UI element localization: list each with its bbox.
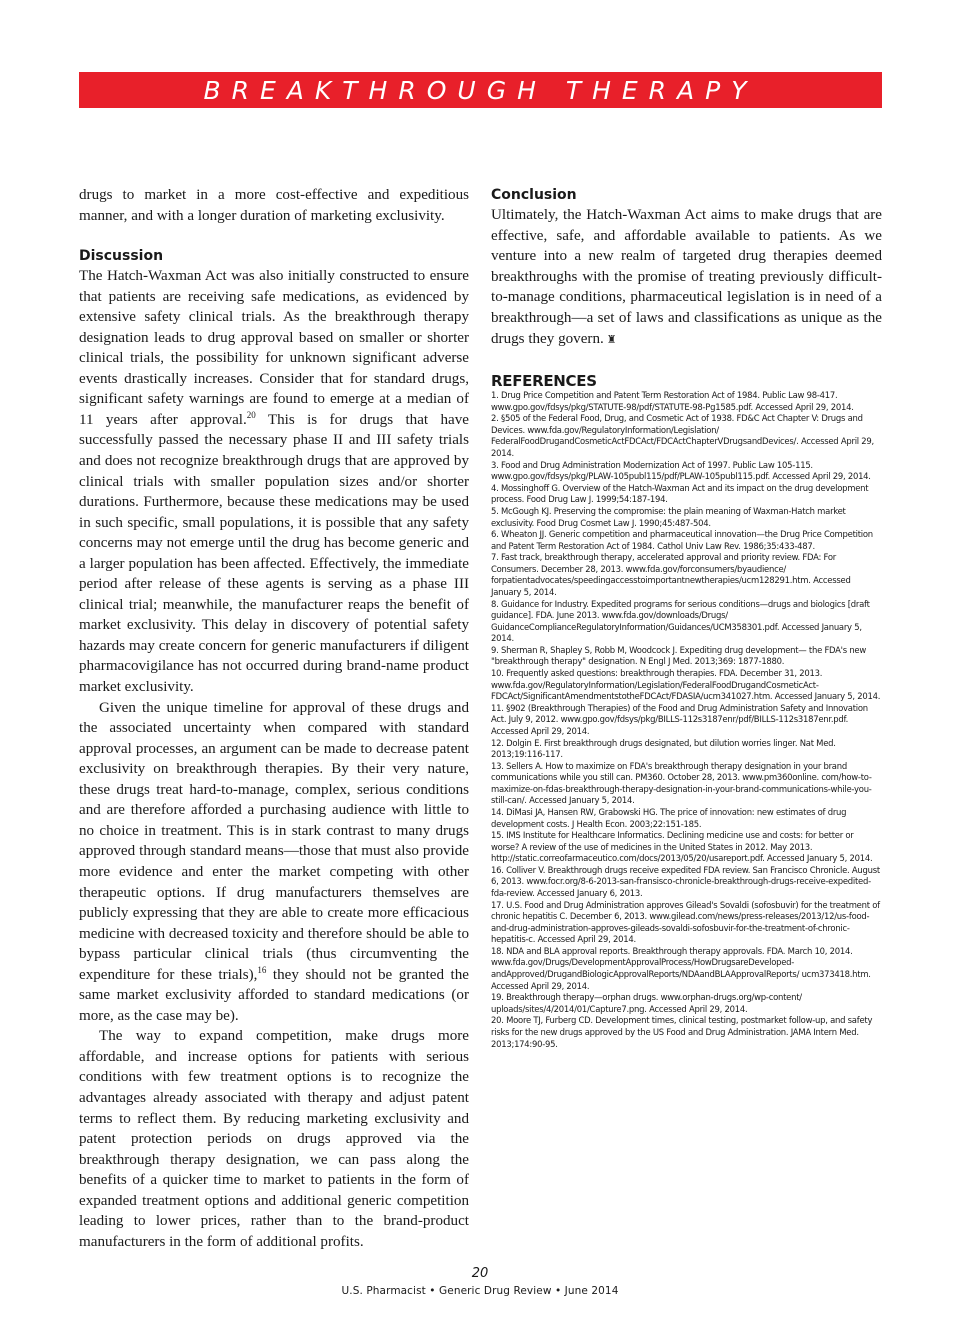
- reference-item: 12. Dolgin E. First breakthrough drugs designated, but dilution worries linger. Nat Med. 2013;19:116-117.: [491, 737, 836, 760]
- reference-item: 5. McGough KJ. Preserving the compromise: the plain meaning of Waxman-Hatch market exclusivity. Food Drug Cosmet Law J. 1990;45:487-504.: [491, 505, 846, 528]
- discussion-paragraph-1: [79, 266, 469, 697]
- discussion-p2-part-a: Given the unique timeline for approval of these drugs and the associated uncertainty when compared with standard approval processes, an argument can be made to decrease patent exclusivity on breakthrough therapies. By their very nature, these drugs treat hard-to-manage, complex, serious conditions and are therefore afforded a purchasing audience with little to no choice in treatment. This is in stark contrast to many drugs approved through standard means—those that must also provide more evidence and enter the market competing with other therapeutic options. If drug manufacturers themselves are publicly expressing that they are able to create more efficacious medicine with decreased toxicity and therefore should be able to bypass particular clinical trials (thus circumventing the expenditure for these trials),: [79, 699, 469, 983]
- conclusion-paragraph: [491, 205, 882, 350]
- reference-item: 7. Fast track, breakthrough therapy, accelerated approval and priority review. FDA: For Consumers. December 28, 2013. www.fda.gov/forconsumers/byaudience/ forpatientadvocates/speedingaccesstoimportantnewtherapies/ucm128291.htm. Accessed January 5, 2014.: [491, 552, 851, 597]
- reference-item: 20. Moore TJ, Furberg CD. Development times, clinical testing, postmarket follow-up, and safety risks for the new drugs approved by the US Food and Drug Administration. JAMA Intern Med. 2013;174:90-95.: [491, 1015, 873, 1049]
- discussion-p1-part-a: The Hatch-Waxman Act was also initially constructed to ensure that patients are receiving safe medications, as evidenced by extensive safety clinical trials. As the breakthrough therapy designation leads to drug approval based on smaller or shorter clinical trials, the possibility for unknown significant adverse events drastically increases. Consider that for standard drugs, significant safety warnings are found to emerge at a median of 11 years after approval.: [79, 268, 469, 428]
- reference-item: 15. IMS Institute for Healthcare Informatics. Declining medicine use and costs: for better or worse? A review of the use of medicines in the United States in 2012. May 2013. http://static.correofarmaceutico.com/docs/2013/05/20/usareport.pdf. Accessed January 5, 2014.: [491, 830, 873, 864]
- spacer: [491, 350, 882, 372]
- spacer: [79, 226, 469, 246]
- publication-footer: U.S. Pharmacist • Generic Drug Review • June 2014: [341, 1285, 619, 1297]
- reference-item: 6. Wheaton JJ. Generic competition and pharmaceutical innovation—the Drug Price Competition and Patent Term Restoration Act of 1984. Cathol Univ Law Rev. 1986;35:433-487.: [491, 529, 873, 551]
- reference-item: 2. §505 of the Federal Food, Drug, and Cosmetic Act of 1938. FD&C Act Chapter V: Drugs and Devices. www.fda.gov/RegulatoryInformation/Legislation/ FederalFoodDrugandCosmeticActFDCAct/FDCActChapterVDrugsandDevices/. Accessed April 29, 2014.: [491, 413, 874, 459]
- reference-item: 1. Drug Price Competition and Patent Term Restoration Act of 1984. Public Law 98-417. www.gpo.gov/fdsys/pkg/STATUTE-98/pdf/STATUTE-98-Pg1585.pdf. Accessed April 29, 2014.: [491, 390, 854, 412]
- reference-item: 14. DiMasi JA, Hansen RW, Grabowski HG. The price of innovation: new estimates of drug development costs. J Health Econ. 2003;22:151-185.: [491, 806, 847, 829]
- discussion-paragraph-3: The way to expand competition, make drugs more affordable, and increase options for patients with serious conditions with few treatment options is to recognize the advantages already associated with therapy and adjust patent terms to reflect them. By reducing marketing exclusivity and patent protection periods on drugs approved via the breakthrough therapy designation, we can pass along the benefits of a quicker time to market to patients in the form of expanded treatment options and additional generic competition leading to lower prices, rather than to the brand-product manufacturers in the form of additional profits.: [79, 1028, 469, 1250]
- section-banner: [79, 72, 882, 108]
- reference-item: 18. NDA and BLA approval reports. Breakthrough therapy approvals. FDA. March 10, 2014. www.fda.gov/Drugs/DevelopmentApprovalProcess/HowDrugsareDeveloped-andApproved/DrugandBiologicApprovalReports/NDAandBLAApprovalReports/ ucm373418.htm. Accessed April 29, 2014.: [491, 945, 871, 991]
- reference-item: 3. Food and Drug Administration Modernization Act of 1997. Public Law 105-115. www.gpo.gov/fdsys/pkg/PLAW-105publ115/pdf/PLAW-105publ115.pdf. Accessed April 29, 2014.: [491, 459, 871, 482]
- references-list: [491, 390, 882, 1050]
- page-number: 20: [471, 1266, 489, 1281]
- reference-item: 17. U.S. Food and Drug Administration approves Gilead's Sovaldi (sofosbuvir) for the treatment of chronic hepatitis C. December 6, 2013. www.gilead.com/news/press-releases/2013/12/us-food-and-drug-administration-approves-gileads-sovaldi-sofosbuvir-for-the-treatment-of-chronic-hepatitis-c. Accessed April 29, 2014.: [491, 899, 880, 945]
- end-of-article-icon: ♜: [606, 332, 617, 346]
- reference-item: 13. Sellers A. How to maximize on FDA's breakthrough therapy designation in your brand communications while you still can. PM360. October 28, 2013. www.pm360online. com/how-to-maximize-on-fdas-breakthrough-therapy-designation-in-your-brand-communications-while-you-still-can/. Accessed January 5, 2014.: [491, 760, 872, 806]
- right-column: [491, 185, 882, 1050]
- discussion-p2-part-b: they should not be granted the same market exclusivity afforded to standard medications (or more, as the case may be).: [79, 966, 469, 1024]
- citation-16: 16: [257, 964, 267, 975]
- reference-item: 10. Frequently asked questions: breakthrough therapies. FDA. December 31, 2013. www.fda.gov/RegulatoryInformation/Legislation/FederalFoodDrugandCosmeticAct-FDCAct/SignificantAmendmentstotheFDCAct/FDASIA/ucm341027.htm. Accessed January 5, 2014.: [491, 668, 881, 702]
- conclusion-heading: Conclusion: [491, 187, 577, 203]
- references-heading: REFERENCES: [491, 372, 597, 391]
- reference-item: 16. Colliver V. Breakthrough drugs receive expedited FDA review. San Francisco Chronicle. August 6, 2013. www.focr.org/8-6-2013-san-fransisco-chronicle-breakthrough-drugs-receive-expedited-fda-review. Accessed January 6, 2013.: [491, 864, 880, 899]
- conclusion-text: Ultimately, the Hatch-Waxman Act aims to make drugs that are effective, safe, and affordable available to patients. As we venture into a new realm of targeted drug therapies deemed breakthroughs with the promise of treating previously difficult-to-manage conditions, pharmaceutical legislation is in need of a breakthrough—a set of laws and classifications as unique as the drugs they govern.: [491, 207, 882, 347]
- reference-item: 9. Sherman R, Shapley S, Robb M, Woodcock J. Expediting drug development— the FDA's new "breakthrough therapy" designation. N Engl J Med. 2013;369: 1877-1880.: [491, 644, 867, 667]
- reference-item: 8. Guidance for Industry. Expedited programs for serious conditions—drugs and biologics [draft guidance]. FDA. June 2013. www.fda.gov/downloads/Drugs/ GuidanceComplianceRegulatoryInformation/Guidances/UCM358301.pdf. Accessed January 5, 2014.: [491, 598, 870, 644]
- reference-item: 19. Breakthrough therapy—orphan drugs. www.orphan-drugs.org/wp-content/ uploads/sites/4/2014/01/Capture7.png. Accessed April 29, 2014.: [491, 992, 802, 1014]
- reference-item: 11. §902 (Breakthrough Therapies) of the Food and Drug Administration Safety and Innovation Act. July 9, 2012. www.gpo.gov/fdsys/pkg/BILLS-112s3187enr/pdf/BILLS-112s3187enr.pdf. Accessed April 29, 2014.: [491, 702, 868, 736]
- discussion-heading: Discussion: [79, 248, 164, 265]
- left-column: [79, 185, 469, 1252]
- intro-paragraph: drugs to market in a more cost-effective and expeditious manner, and with a longer duration of marketing exclusivity.: [79, 187, 469, 224]
- discussion-p1-part-b: This is for drugs that have successfully passed the necessary phase II and III safety trials and does not recognize breakthrough drugs that are approved by clinical trials with smaller population sizes and/or shorter durations. Furthermore, because these medications may be used in such specific, small populations, it is possible that any safety concerns may not emerge until the drug has become generic and a larger population has been affected. Effectively, the immediate period after release of these agents is serving as a phase III clinical trial; meanwhile, the manufacturer reaps the benefit of market exclusivity. This delay in discovery of potential safety hazards may create concern for generic manufacturers if diligent pharmacovigilance has not occurred during brand-name product market exclusivity.: [79, 411, 469, 696]
- citation-20: 20: [246, 409, 256, 420]
- reference-item: 4. Mossinghoff G. Overview of the Hatch-Waxman Act and its impact on the drug development process. Food Drug Law J. 1999;54:187-194.: [491, 482, 869, 505]
- discussion-paragraph-2: [79, 698, 469, 1027]
- banner-title: BREAKTHROUGH THERAPY: [203, 75, 758, 105]
